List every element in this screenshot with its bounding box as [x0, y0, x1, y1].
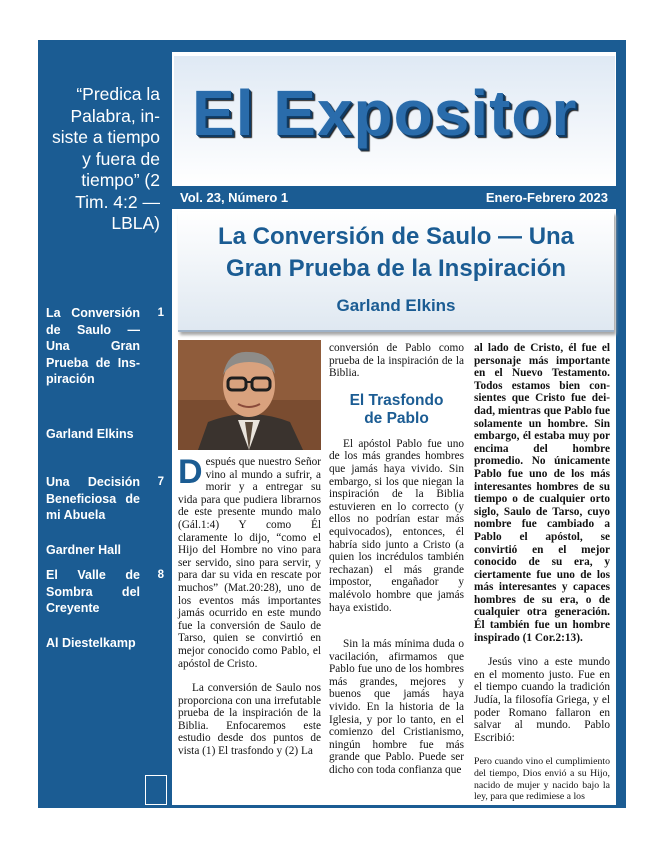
toc-title: La Conversión de Saulo — Una Gran Prueba de Inspiración: [46, 306, 140, 386]
issue-date: Enero-Febrero 2023: [485, 190, 608, 205]
col2-paragraph-0: conversión de Pablo como prueba de la inspiración de la Biblia.: [329, 342, 464, 380]
masthead-title: El Expositor: [192, 77, 578, 149]
drop-cap: D: [178, 453, 203, 491]
col3-block-quote: Pero cuando vino el cumplimiento del tiempo, Dios envió a su Hijo, nacido de mujer y nacido bajo la ley, para que redimiese a los: [474, 756, 610, 803]
toc-item-1[interactable]: [46, 305, 164, 388]
col1-paragraph-1: espués que nuestro Señor vino al mundo a sufrir, a morir y a entregar su vida para que pudiera librarnos de este presente mundo malo (Gál.1:4) Y como Él claramente lo dijo, “como el Hijo del Hombre no vino para ser servido, sino para servir, y para dar su vida en rescate por muchos” (Mat.20:28), uno de los eventos más importantes jamás ocurrido en este mundo fue la conversión de Saulo de Tarso, quien se convirtió en mejor conocido como Pablo, el apóstol de Cristo.: [178, 456, 321, 670]
toc-item-6[interactable]: [46, 635, 164, 652]
col1-paragraph-2: La conversión de Saulo nos proporciona con una irrefutable prueba de la inspiración de la Biblia. Enfocaremos este estudio desde dos puntos de vista (1) El trasfondo y (2) La: [178, 682, 321, 758]
masthead: [174, 56, 615, 184]
toc-page: 1: [157, 307, 164, 319]
article-title-line1: La Conversión de Saulo — Una: [217, 223, 575, 250]
col2-paragraph-2: Sin la más mínima duda o vacilación, afirmamos que Pablo fue uno de los hombres más grandes, mejores y buenos que jamás haya vivido. En la historia de la Iglesia, y por lo tanto, en el comienzo del Cristianismo, ningún hombre fue más grande que Pablo. Puede ser dicho con toda confianza que: [329, 638, 464, 777]
corner-decoration: [145, 775, 167, 805]
article-author: Garland Elkins: [336, 296, 456, 315]
toc-item-4[interactable]: [46, 542, 164, 559]
toc-page: 7: [157, 476, 164, 488]
col3-paragraph-2: Jesús vino a este mundo en el momento justo. Fue en el tiempo cuando la tradición Judía, la filosofía Griega, y el poder Romano fallaron en salvar al mundo. Pablo Escribió:: [474, 656, 610, 744]
toc-title: El Valle de Sombra del Creyente: [46, 568, 140, 615]
author-photo: [178, 340, 321, 450]
article-title-line2: Gran Prueba de la Inspiración: [225, 255, 567, 282]
subheading-line1: El Trasfondo: [349, 391, 444, 409]
toc-title: Una Decisión Beneficiosa de mi Abuela: [46, 475, 140, 522]
article-column-1: [178, 453, 321, 770]
issue-bar: [172, 186, 616, 209]
toc-title: Garland Elkins: [46, 427, 134, 441]
issue-volume: Vol. 23, Número 1: [180, 190, 289, 205]
sidebar-quote: “Predica la Palabra, insiste a tiempo y fuera de tiempo” (2 Tim. 4:2 —LBLA): [52, 84, 160, 233]
article-column-3: [474, 342, 610, 815]
toc-title: Gardner Hall: [46, 543, 122, 557]
toc-page: 8: [157, 569, 164, 581]
article-title-box: [178, 212, 614, 332]
toc-item-2[interactable]: [46, 426, 164, 443]
article-title: [178, 221, 614, 285]
portrait-illustration: [178, 340, 321, 450]
toc-title: Al Diestelkamp: [46, 636, 136, 650]
toc-item-3[interactable]: [46, 474, 164, 524]
toc-item-5[interactable]: [46, 567, 164, 617]
article-column-2: [329, 342, 464, 789]
subheading: [329, 392, 464, 428]
subheading-line2: de Pablo: [364, 409, 429, 427]
col2-paragraph-1: El apóstol Pablo fue uno de los más grandes hombres que jamás haya vivido. Sin embargo, si los que niegan la inspiración de la Biblia estuvieren en lo correcto (y ellos no podrían estar más equivocados), entonces, él habría sido junto a Cristo (a quien los incrédulos también rechazan) el más grande impostor, engañador y malévolo hombre que jamás haya existido.: [329, 437, 464, 614]
col3-paragraph-1: al lado de Cristo, él fue el personaje más importante en el Nuevo Testamento. Todos estamos bien consientes que Cristo fue deidad, mientras que Pablo fue solamente un hombre. Sin embargo, él estaba muy por encima del hombre promedio. No únicamente Pablo fue uno de los más interesantes hombres de su tiempo o de cualquier orto siglo, Saulo de Tarso, cuyo nombre fue cambiado a Pablo el apóstol, se convirtió en el mejor conocido de su era, y ciertamente fue uno de los más interesantes y capaces hombres de su era, o de cualquier otra generación. Él también fue un hombre inspirado (1 Cor.2:13).: [474, 342, 610, 644]
